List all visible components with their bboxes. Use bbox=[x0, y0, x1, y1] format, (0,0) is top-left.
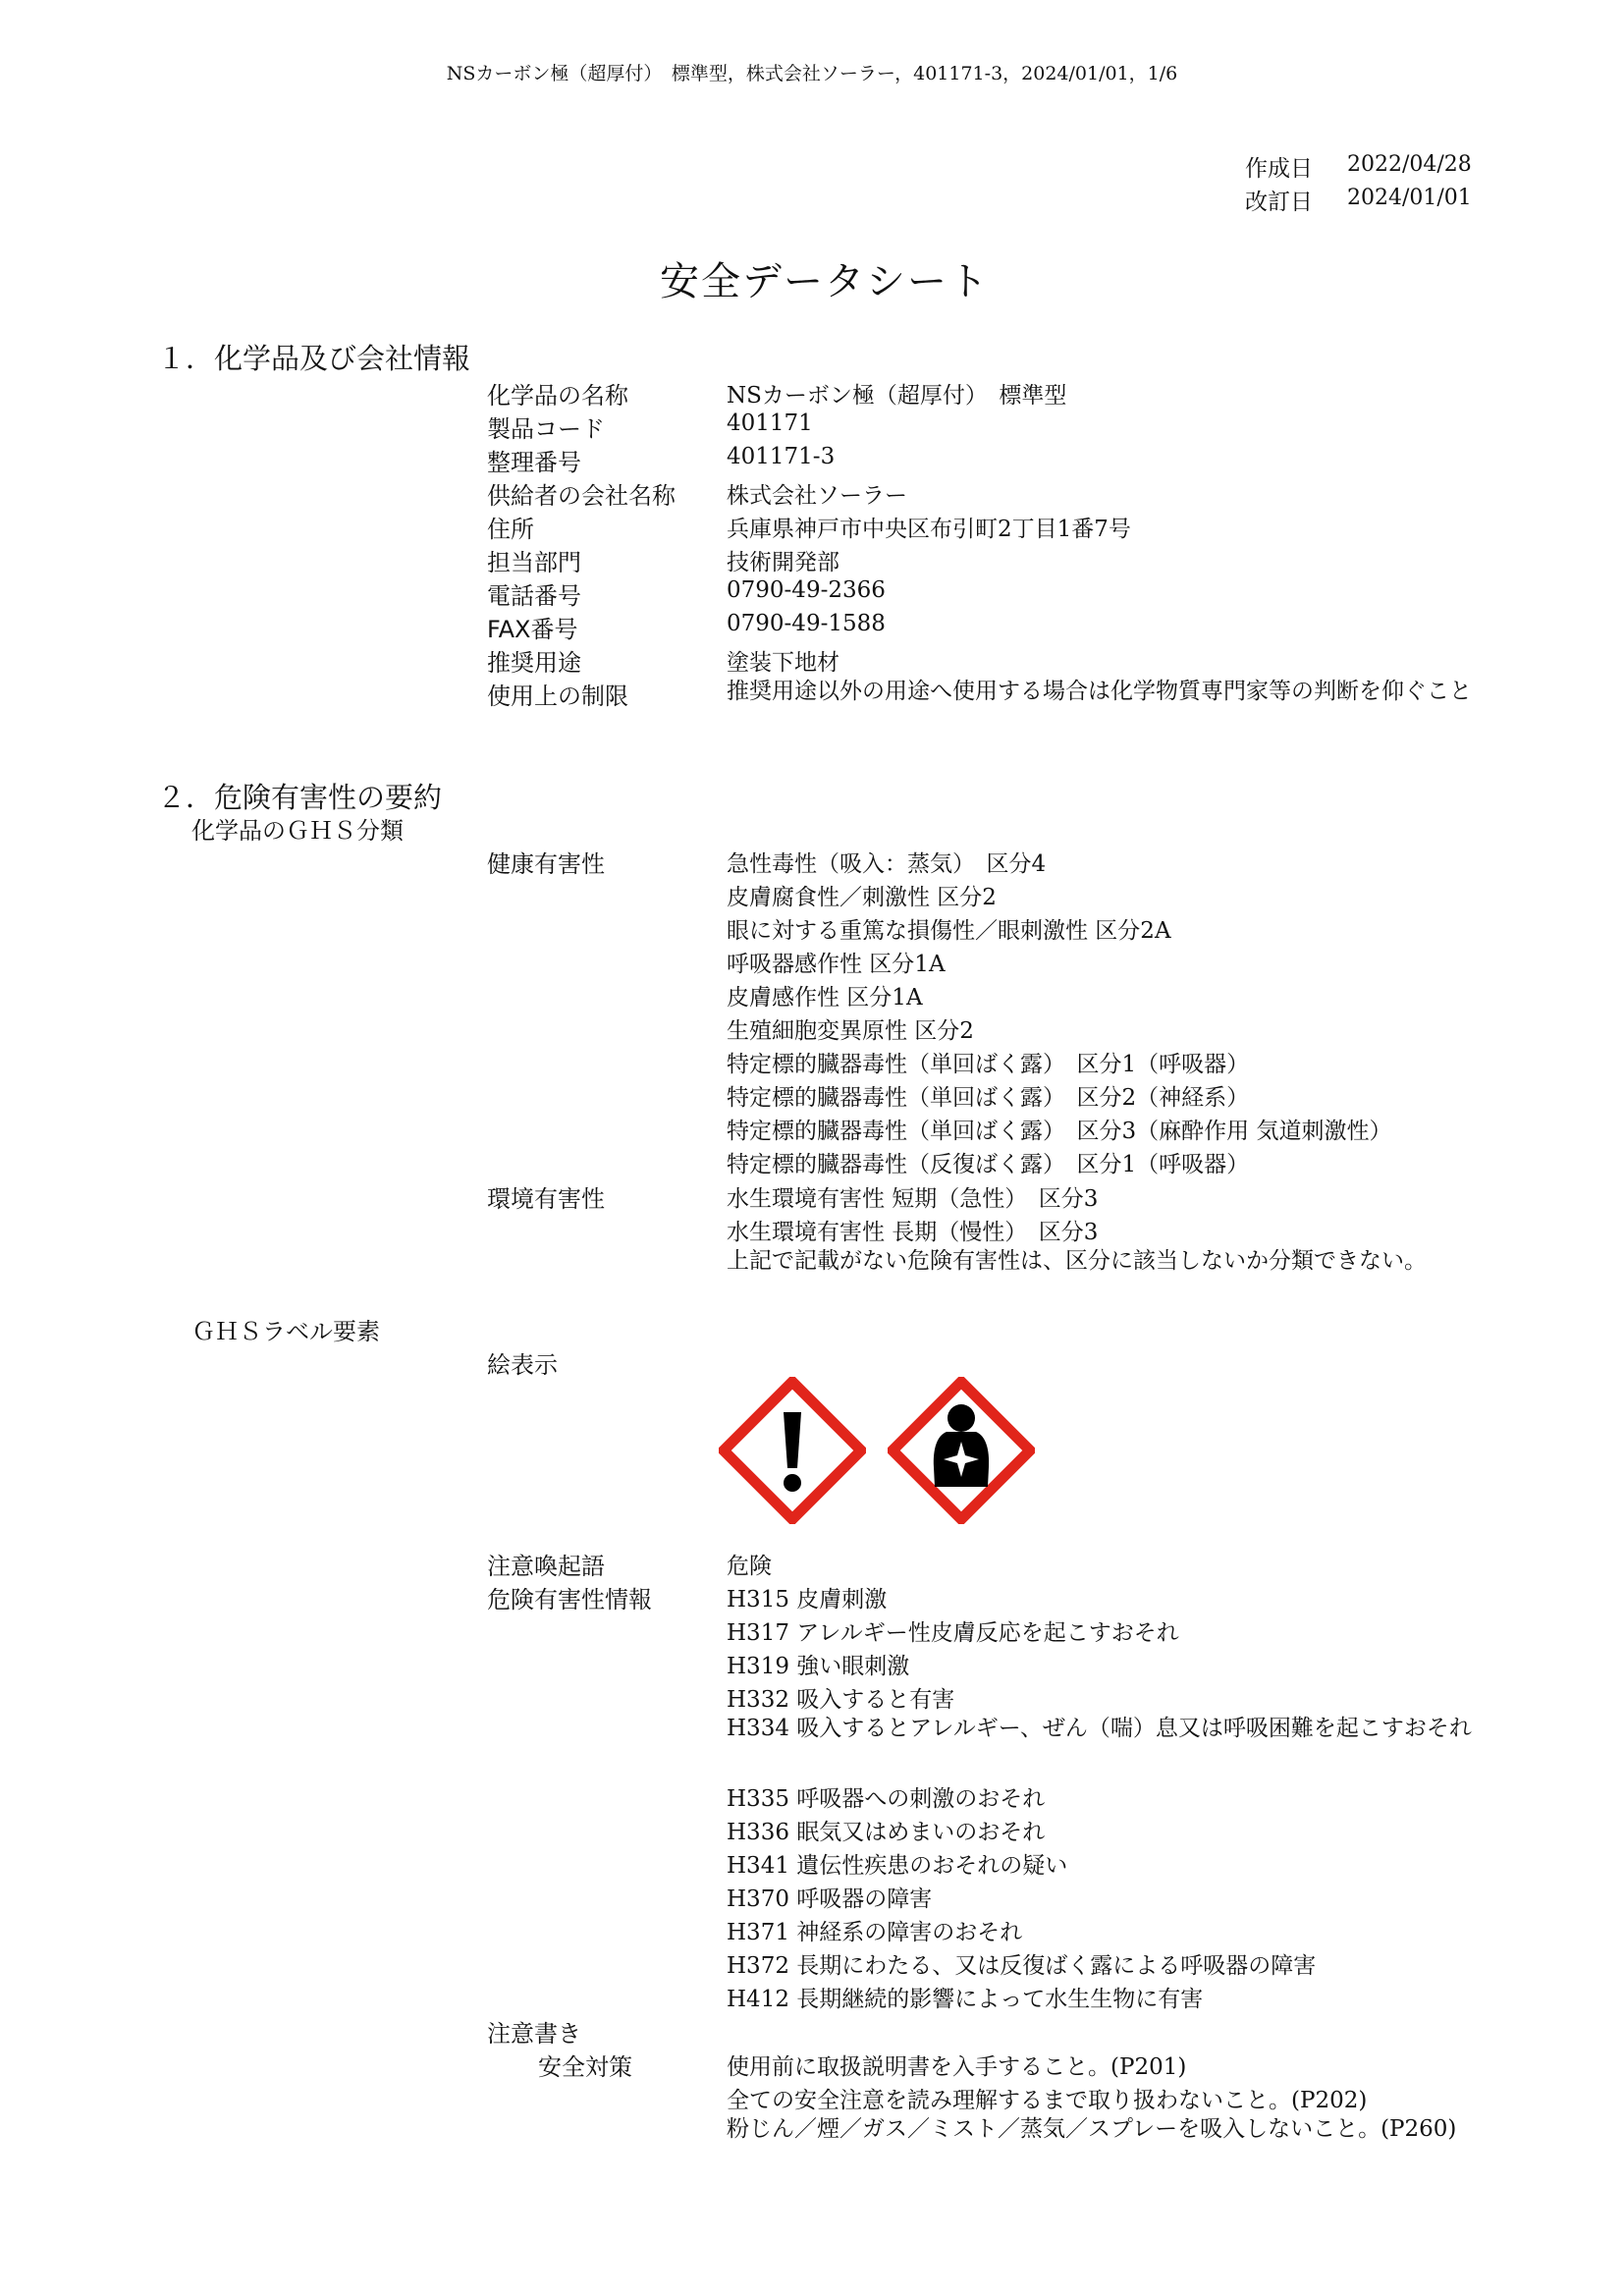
supplier-name-value: 株式会社ソーラー bbox=[727, 483, 907, 509]
department-value: 技術開発部 bbox=[727, 550, 839, 575]
prevention-statement: 全ての安全注意を読み理解するまで取り扱わないこと。(P202) bbox=[727, 2088, 1368, 2113]
hazard-statement: H412 長期継続的影響によって水生生物に有害 bbox=[727, 1987, 1204, 2012]
running-header: NSカーボン極（超厚付） 標準型，株式会社ソーラー，401171-3，2024/01/01，1/6 bbox=[446, 63, 1178, 84]
product-code-label: 製品コード bbox=[487, 415, 605, 443]
usage-restriction-label: 使用上の制限 bbox=[487, 683, 628, 710]
ghs-label-heading: ＧＨＳラベル要素 bbox=[191, 1318, 380, 1345]
health-hazard-item: 皮膚腐食性／刺激性 区分2 bbox=[727, 885, 997, 910]
section-1-heading: １．化学品及び会社情報 bbox=[157, 342, 471, 375]
prevention-statement: 使用前に取扱説明書を入手すること。(P201) bbox=[727, 2054, 1187, 2080]
precautionary-statements-label: 注意書き bbox=[487, 2020, 581, 2048]
product-code-value: 401171 bbox=[727, 410, 813, 436]
hazard-statement: H372 長期にわたる、又は反復ばく露による呼吸器の障害 bbox=[727, 1953, 1317, 1979]
ghs-classification-heading: 化学品のＧＨＳ分類 bbox=[191, 817, 404, 845]
health-hazard-item: 特定標的臓器毒性（反復ばく露） 区分1（呼吸器） bbox=[727, 1152, 1250, 1177]
product-name-label: 化学品の名称 bbox=[487, 382, 628, 410]
document-title: 安全データシート bbox=[660, 259, 990, 304]
hazard-statements-label: 危険有害性情報 bbox=[487, 1586, 652, 1613]
section-2-heading: ２．危険有害性の要約 bbox=[157, 781, 443, 814]
reference-number-label: 整理番号 bbox=[487, 449, 581, 476]
address-label: 住所 bbox=[487, 516, 534, 543]
prevention-statement: 粉じん／煙／ガス／ミスト／蒸気／スプレーを吸入しないこと。(P260) bbox=[727, 2116, 1457, 2142]
hazard-statement: H315 皮膚刺激 bbox=[727, 1587, 888, 1613]
environmental-hazard-item: 水生環境有害性 長期（慢性） 区分3 bbox=[727, 1220, 1099, 1245]
health-hazard-item: 特定標的臓器毒性（単回ばく露） 区分3（麻酔作用 気道刺激性） bbox=[727, 1119, 1392, 1144]
usage-restriction-value: 推奨用途以外の用途へ使用する場合は化学物質専門家等の判断を仰ぐこと bbox=[727, 679, 1472, 704]
signal-word-label: 注意喚起語 bbox=[487, 1553, 605, 1580]
recommended-use-label: 推奨用途 bbox=[487, 649, 581, 677]
hazard-statement: H317 アレルギー性皮膚反応を起こすおそれ bbox=[727, 1620, 1179, 1646]
created-date: 2022/04/28 bbox=[1347, 152, 1472, 177]
hazard-statement: H335 呼吸器への刺激のおそれ bbox=[727, 1786, 1046, 1812]
phone-value: 0790-49-2366 bbox=[727, 577, 886, 603]
exclamation-mark-icon bbox=[719, 1377, 866, 1524]
revised-date-label: 改訂日 bbox=[1245, 190, 1313, 215]
health-hazard-item: 呼吸器感作性 区分1A bbox=[727, 952, 946, 977]
product-name-value: NSカーボン極（超厚付） 標準型 bbox=[727, 383, 1067, 409]
recommended-use-value: 塗装下地材 bbox=[727, 650, 839, 676]
health-hazard-icon bbox=[888, 1377, 1035, 1524]
hazard-statement: H370 呼吸器の障害 bbox=[727, 1886, 933, 1912]
environmental-hazard-item: 水生環境有害性 短期（急性） 区分3 bbox=[727, 1186, 1099, 1212]
address-value: 兵庫県神戸市中央区布引町2丁目1番7号 bbox=[727, 517, 1131, 542]
classification-note: 上記で記載がない危険有害性は、区分に該当しないか分類できない。 bbox=[727, 1248, 1427, 1274]
health-hazard-item: 急性毒性（吸入：蒸気） 区分4 bbox=[727, 851, 1047, 877]
environmental-hazard-label: 環境有害性 bbox=[487, 1185, 605, 1213]
hazard-statement: H332 吸入すると有害 bbox=[727, 1687, 955, 1713]
hazard-statement: H341 遺伝性疾患のおそれの疑い bbox=[727, 1853, 1068, 1879]
health-hazard-item: 特定標的臓器毒性（単回ばく露） 区分1（呼吸器） bbox=[727, 1052, 1250, 1077]
hazard-statement: H334 吸入するとアレルギー、ぜん（喘）息又は呼吸困難を起こすおそれ bbox=[727, 1716, 1472, 1741]
department-label: 担当部門 bbox=[487, 549, 581, 576]
hazard-statement: H371 神経系の障害のおそれ bbox=[727, 1920, 1023, 1945]
pictogram-label: 絵表示 bbox=[487, 1351, 558, 1379]
reference-number-value: 401171-3 bbox=[727, 444, 836, 469]
revised-date: 2024/01/01 bbox=[1347, 186, 1472, 210]
fax-value: 0790-49-1588 bbox=[727, 611, 886, 636]
health-hazard-item: 皮膚感作性 区分1A bbox=[727, 985, 923, 1011]
health-hazard-item: 生殖細胞変異原性 区分2 bbox=[727, 1018, 974, 1044]
hazard-statement: H336 眠気又はめまいのおそれ bbox=[727, 1820, 1046, 1845]
fax-label: FAX番号 bbox=[487, 616, 578, 643]
prevention-label: 安全対策 bbox=[538, 2053, 632, 2081]
supplier-name-label: 供給者の会社名称 bbox=[487, 482, 676, 510]
health-hazard-item: 眼に対する重篤な損傷性／眼刺激性 区分2A bbox=[727, 918, 1171, 944]
created-date-label: 作成日 bbox=[1245, 156, 1313, 182]
health-hazard-item: 特定標的臓器毒性（単回ばく露） 区分2（神経系） bbox=[727, 1085, 1250, 1111]
signal-word-value: 危険 bbox=[727, 1554, 772, 1579]
health-hazard-label: 健康有害性 bbox=[487, 850, 605, 878]
hazard-statement: H319 強い眼刺激 bbox=[727, 1654, 910, 1679]
phone-label: 電話番号 bbox=[487, 582, 581, 610]
